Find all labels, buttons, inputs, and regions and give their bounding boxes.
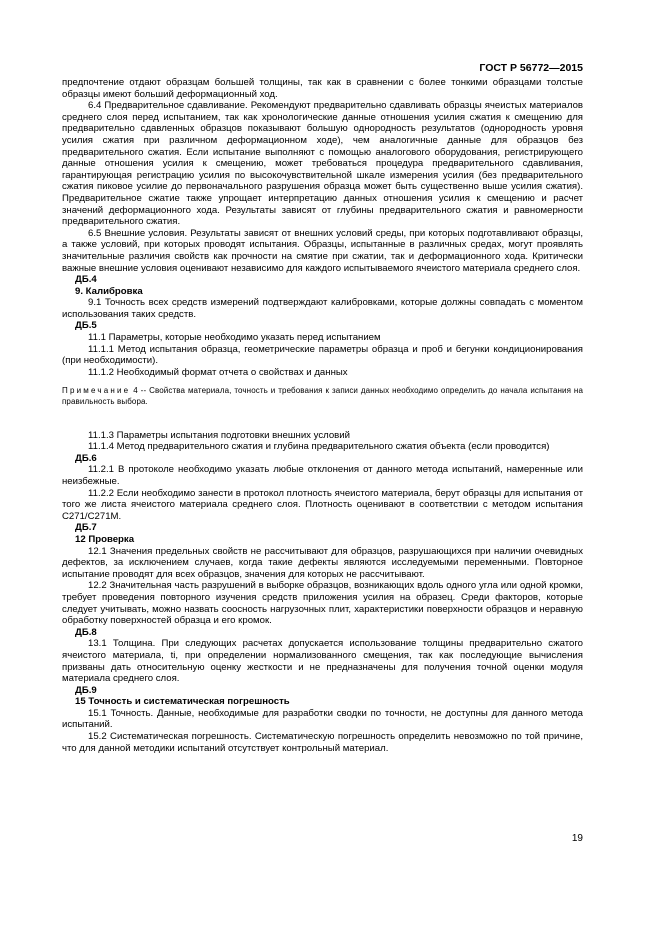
paragraph-11-1-3: 11.1.3 Параметры испытания подготовки внешних условий xyxy=(88,429,350,441)
section-label-db8: ДБ.8 xyxy=(75,626,97,638)
paragraph-11-1-2: 11.1.2 Необходимый формат отчета о свойствах и данных xyxy=(88,366,348,378)
section-label-db6: ДБ.6 xyxy=(75,452,97,464)
paragraph-12-2: 12.2 Значительная часть разрушений в выборке образцов, возникающих вдоль одного угла или одной кромки, требует проведения повторного изучения средств приложения усилия на образец. Среди факторов, которые следует учитывать, можно назвать соосность нагрузочных плит, характеристики поверхности образцов и неравную обработку поверхностей образца и его кромок. xyxy=(62,580,583,627)
paragraph-11-2-2: 11.2.2 Если необходимо занести в протокол плотность ячеистого материала, берут образцы для испытания от того же листа ячеистого материала среднего слоя. Плотность оценивают в соответствии с методом испытания С271/С271М. xyxy=(62,487,583,522)
paragraph-6-5: 6.5 Внешние условия. Результаты зависят от внешних условий среды, при которых подготавливают образцы, а также условий, при которых проводят испытания. Образцы, испытанные в различных средах, могут проявлять значительные различия свойств как прочности на смятие при сжатии, так и деформационного хода. Критически важные внешние условия оценивают независимо для каждого испытываемого ячеистого материала среднего слоя. xyxy=(62,227,583,274)
paragraph-11-1-4: 11.1.4 Метод предварительного сжатия и глубина предварительного сжатия объекта (если проводится) xyxy=(88,441,550,453)
note-text: 4 -- Свойства материала, точность и требования к записи данных необходимо определить до начала испытания на правильность выбора. xyxy=(62,386,583,407)
heading-verification: 12 Проверка xyxy=(75,533,135,545)
note-4 xyxy=(62,386,583,407)
page-number: 19 xyxy=(571,833,583,844)
heading-calibration: 9. Калибровка xyxy=(75,285,143,297)
document-code-header: ГОСТ Р 56772—2015 xyxy=(479,62,583,74)
section-label-db7: ДБ.7 xyxy=(75,522,97,534)
paragraph-15-1: 15.1 Точность. Данные, необходимые для разработки сводки по точности, не доступны для данного метода испытаний. xyxy=(62,707,583,731)
paragraph-9-1: 9.1 Точность всех средств измерений подтверждают калибровками, которые должны совпадать с моментом использования таких средств. xyxy=(62,297,583,320)
note-label: Примечание xyxy=(62,386,131,396)
paragraph-11-1-1: 11.1.1 Метод испытания образца, геометрические параметры образца и проб и бегунки кондиционирования (при необходимости). xyxy=(62,343,583,367)
document-body xyxy=(62,77,583,754)
paragraph-13-1: 13.1 Толщина. При следующих расчетах допускается использование толщины предварительно сжатого ячеистого материала, ti, при определении нормализованного смещения, так как последующие вычисления призваны дать относительную оценку жесткости и не предназначены для получения точной оценки модуля материала среднего слоя. xyxy=(62,638,583,685)
spacer xyxy=(62,416,583,430)
paragraph-6-4: 6.4 Предварительное сдавливание. Рекомендуют предварительно сдавливать образцы ячеистых материалов среднего слоя перед испытанием, так как хронологические данные отношения усилия сжатия к смещению для предварительно сдавленных образцов показывают большую однородность результатов (однородность уровня усилия сжатия при различном деформационном ходе), чем аналогичные данные для образцов без предварительного сжатия. Если испытание выполняют с помощью аналогового оборудования, регистрирующего данные отношения усилия к смещению, может требоваться процедура предварительного сдавливания, гарантирующая регистрацию усилия по высокочувствительной шкале измерения усилия (без предварительного сжатия пиковое усилие до первоначального разрушения образца может быть существенно выше усилия сжатия). Предварительное сжатие также упрощает интерпретацию данных отношения усилия к смещению и расчет значений деформационного хода. Результаты зависят от глубины предварительного сжатия и равномерности предварительного сжатия. xyxy=(62,100,583,228)
paragraph-continuation: предпочтение отдают образцам большей толщины, так как в сравнении с более тонкими образцами толстые образцы имеют больший деформационный ход. xyxy=(62,77,583,100)
section-label-db5: ДБ.5 xyxy=(75,320,97,332)
section-label-db4: ДБ.4 xyxy=(75,274,97,286)
paragraph-11-2-1: 11.2.1 В протоколе необходимо указать любые отклонения от данного метода испытаний, намеренные или неизбежные. xyxy=(62,464,583,487)
heading-precision-bias: 15 Точность и систематическая погрешность xyxy=(75,696,290,708)
paragraph-11-1: 11.1 Параметры, которые необходимо указать перед испытанием xyxy=(88,332,381,344)
paragraph-15-2: 15.2 Систематическая погрешность. Систематическую погрешность определить невозможно по той причине, что для данной методики испытаний отсутствует контрольный материал. xyxy=(62,731,583,754)
paragraph-12-1: 12.1 Значения предельных свойств не рассчитывают для образцов, разрушающихся при наличии очевидных дефектов, за исключением случаев, когда такие дефекты являются исследуемыми переменными. Повторное испытание проводят для всех образцов, значения для которых не рассчитывают. xyxy=(62,545,583,580)
section-label-db9: ДБ.9 xyxy=(75,684,97,696)
